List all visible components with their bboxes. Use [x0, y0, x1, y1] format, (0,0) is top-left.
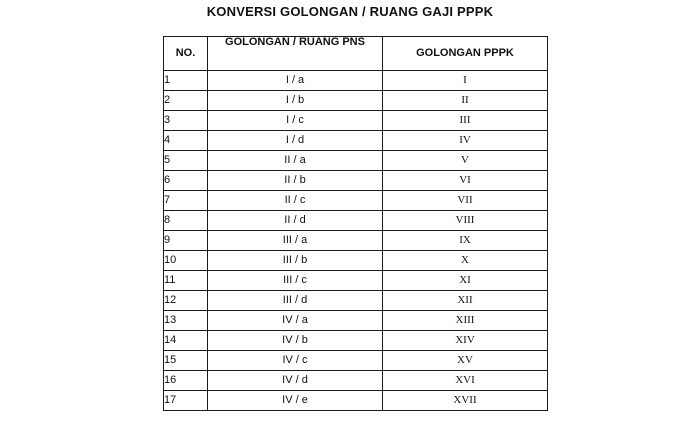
row-number-cell: 16: [164, 371, 208, 391]
table-row: [164, 131, 548, 151]
golongan-pns-cell: II / c: [208, 191, 383, 211]
golongan-pppk-cell: IV: [383, 131, 548, 151]
row-number-cell: 4: [164, 131, 208, 151]
table-row: [164, 331, 548, 351]
table-row: [164, 191, 548, 211]
golongan-pppk-cell: III: [383, 111, 548, 131]
table-row: [164, 91, 548, 111]
table-body: [164, 71, 548, 411]
golongan-pns-cell: I / a: [208, 71, 383, 91]
golongan-pppk-cell: XIV: [383, 331, 548, 351]
column-header-pns: GOLONGAN / RUANG PNS: [208, 37, 383, 71]
row-number-cell: 9: [164, 231, 208, 251]
row-number-cell: 11: [164, 271, 208, 291]
table-row: [164, 271, 548, 291]
table-row: [164, 291, 548, 311]
golongan-pppk-cell: XVII: [383, 391, 548, 411]
row-number-cell: 8: [164, 211, 208, 231]
golongan-pppk-cell: IX: [383, 231, 548, 251]
row-number-cell: 15: [164, 351, 208, 371]
golongan-pppk-cell: VII: [383, 191, 548, 211]
golongan-pppk-cell: XVI: [383, 371, 548, 391]
row-number-cell: 3: [164, 111, 208, 131]
row-number-cell: 6: [164, 171, 208, 191]
row-number-cell: 13: [164, 311, 208, 331]
row-number-cell: 5: [164, 151, 208, 171]
row-number-cell: 14: [164, 331, 208, 351]
golongan-pns-cell: III / a: [208, 231, 383, 251]
golongan-pppk-cell: II: [383, 91, 548, 111]
golongan-pns-cell: III / c: [208, 271, 383, 291]
row-number-cell: 7: [164, 191, 208, 211]
table-row: [164, 231, 548, 251]
golongan-pns-cell: IV / a: [208, 311, 383, 331]
table-row: [164, 211, 548, 231]
table-row: [164, 111, 548, 131]
row-number-cell: 2: [164, 91, 208, 111]
golongan-pppk-cell: V: [383, 151, 548, 171]
conversion-table: [163, 36, 548, 411]
row-number-cell: 10: [164, 251, 208, 271]
column-header-pppk: GOLONGAN PPPK: [383, 37, 548, 71]
golongan-pppk-cell: I: [383, 71, 548, 91]
table-row: [164, 171, 548, 191]
golongan-pppk-cell: XIII: [383, 311, 548, 331]
golongan-pppk-cell: XII: [383, 291, 548, 311]
golongan-pppk-cell: VIII: [383, 211, 548, 231]
golongan-pns-cell: IV / e: [208, 391, 383, 411]
golongan-pppk-cell: X: [383, 251, 548, 271]
column-header-no: NO.: [164, 37, 208, 71]
golongan-pns-cell: II / a: [208, 151, 383, 171]
golongan-pns-cell: III / b: [208, 251, 383, 271]
table-row: [164, 71, 548, 91]
golongan-pppk-cell: XV: [383, 351, 548, 371]
row-number-cell: 12: [164, 291, 208, 311]
golongan-pns-cell: IV / d: [208, 371, 383, 391]
table-row: [164, 251, 548, 271]
golongan-pppk-cell: XI: [383, 271, 548, 291]
golongan-pns-cell: III / d: [208, 291, 383, 311]
golongan-pns-cell: I / d: [208, 131, 383, 151]
golongan-pns-cell: IV / b: [208, 331, 383, 351]
table-row: [164, 371, 548, 391]
table-row: [164, 391, 548, 411]
golongan-pns-cell: I / c: [208, 111, 383, 131]
golongan-pns-cell: II / b: [208, 171, 383, 191]
table-row: [164, 151, 548, 171]
table-header-row: [164, 37, 548, 71]
table-row: [164, 351, 548, 371]
golongan-pns-cell: II / d: [208, 211, 383, 231]
table-row: [164, 311, 548, 331]
golongan-pns-cell: I / b: [208, 91, 383, 111]
page-title: KONVERSI GOLONGAN / RUANG GAJI PPPK: [206, 4, 494, 19]
golongan-pns-cell: IV / c: [208, 351, 383, 371]
golongan-pppk-cell: VI: [383, 171, 548, 191]
row-number-cell: 1: [164, 71, 208, 91]
row-number-cell: 17: [164, 391, 208, 411]
